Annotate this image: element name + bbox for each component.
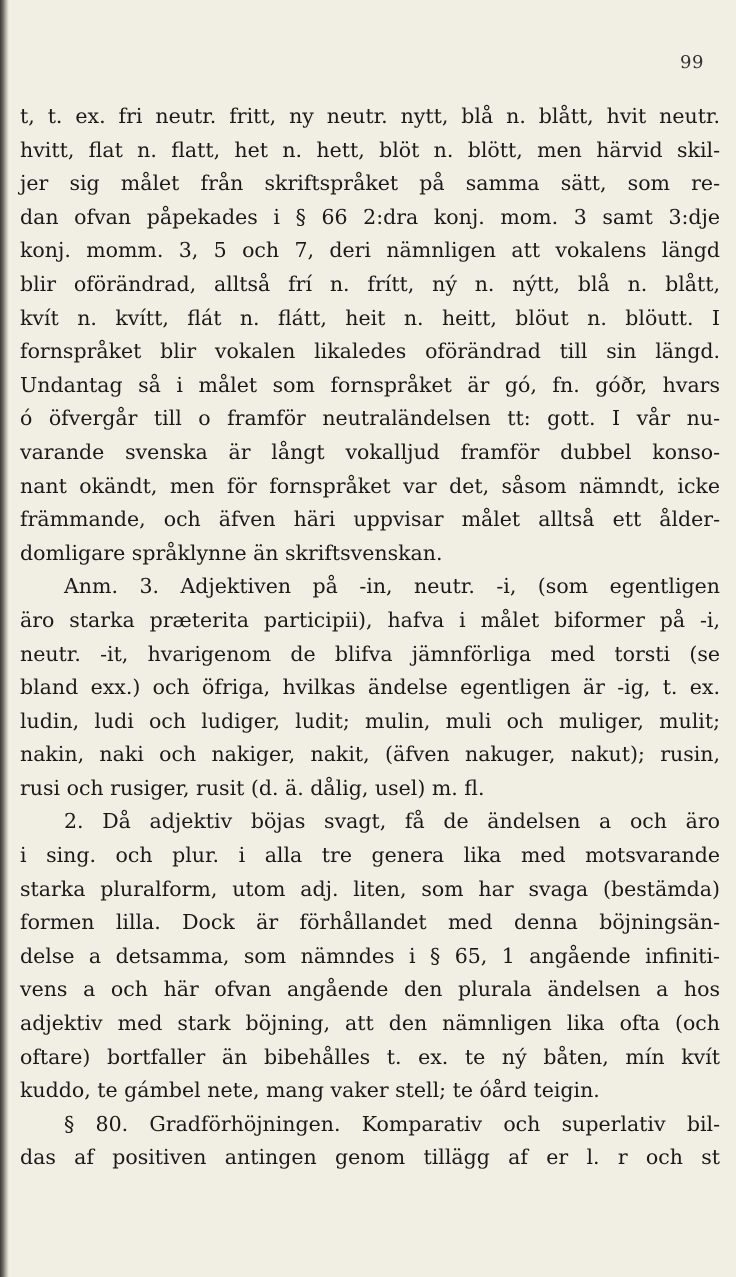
text-line: blir oförändrad, alltså frí n. frítt, ný n. nýtt, blå n. blått, <box>20 271 720 296</box>
text-line: främmande, och äfven häri uppvisar målet alltså ett ålder- <box>20 507 720 532</box>
body-text <box>20 100 720 1175</box>
page-number: 99 <box>680 52 704 73</box>
text-line: t, t. ex. fri neutr. fritt, ny neutr. nytt, blå n. blått, hvit neutr. <box>20 104 720 128</box>
text-line: kvít n. kvítt, flát n. flátt, heit n. heitt, blöut n. blöutt. I <box>20 305 720 330</box>
text-line: i sing. och plur. i alla tre genera lika med motsvarande <box>20 843 720 868</box>
text-line: ó öfvergår till o framför neutraländelsen tt: gott. I vår nu- <box>20 406 720 431</box>
text-line: fornspråket blir vokalen likaledes oförändrad till sin längd. <box>20 339 720 364</box>
text-line: formen lilla. Dock är förhållandet med denna böjningsän- <box>20 910 720 935</box>
text-line: Undantag så i målet som fornspråket är gó, fn. góðr, hvars <box>20 372 720 397</box>
text-line: ludin, ludi och ludiger, ludit; mulin, muli och muliger, mulit; <box>20 708 720 733</box>
text-line: rusi och rusiger, rusit (d. ä. dålig, usel) m. fl. <box>20 775 485 800</box>
text-line: starka pluralform, utom adj. liten, som har svaga (bestämda) <box>20 876 720 901</box>
text-line: vens a och här ofvan angående den plurala ändelsen a hos <box>20 977 720 1002</box>
text-line: neutr. -it, hvarigenom de blifva jämnförliga med torsti (se <box>20 641 720 666</box>
text-line: nakin, naki och nakiger, nakit, (äfven nakuger, nakut); rusin, <box>20 742 720 767</box>
text-line: äro starka præterita participii), hafva i målet biformer på -i, <box>20 607 720 632</box>
page-binding-edge <box>0 0 9 1277</box>
text-line: adjektiv med stark böjning, att den nämnligen lika ofta (och <box>20 1011 720 1036</box>
text-line: das af positiven antingen genom tillägg af er l. r och st <box>20 1145 720 1170</box>
text-line: bland exx.) och öfriga, hvilkas ändelse egentligen är -ig, t. ex. <box>20 675 720 700</box>
text-line: nant okändt, men för fornspråket var det, såsom nämndt, icke <box>20 473 720 498</box>
text-line: delse a detsamma, som nämndes i § 65, 1 angående infiniti- <box>20 943 720 968</box>
text-line: 2. Då adjektiv böjas svagt, få de ändelsen a och äro <box>64 809 720 834</box>
text-line: domligare språklynne än skriftsvenskan. <box>20 540 443 565</box>
text-line: oftare) bortfaller än bibehålles t. ex. te ný båten, mín kvít <box>20 1044 720 1069</box>
text-line: dan ofvan påpekades i § 66 2:dra konj. mom. 3 samt 3:dje <box>20 204 720 229</box>
text-line: varande svenska är långt vokalljud framför dubbel konso- <box>20 439 720 464</box>
text-line: Anm. 3. Adjektiven på -in, neutr. -i, (som egentligen <box>64 574 720 599</box>
text-line: § 80. Gradförhöjningen. Komparativ och superlativ bil- <box>64 1111 720 1136</box>
text-line: hvitt, flat n. flatt, het n. hett, blöt n. blött, men härvid skil- <box>20 137 720 162</box>
text-line: konj. momm. 3, 5 och 7, deri nämnligen att vokalens längd <box>20 238 720 263</box>
text-line: jer sig målet från skriftspråket på samma sätt, som re- <box>20 171 720 196</box>
text-line: kuddo, te gámbel nete, mang vaker stell; te óård teigin. <box>20 1078 600 1103</box>
